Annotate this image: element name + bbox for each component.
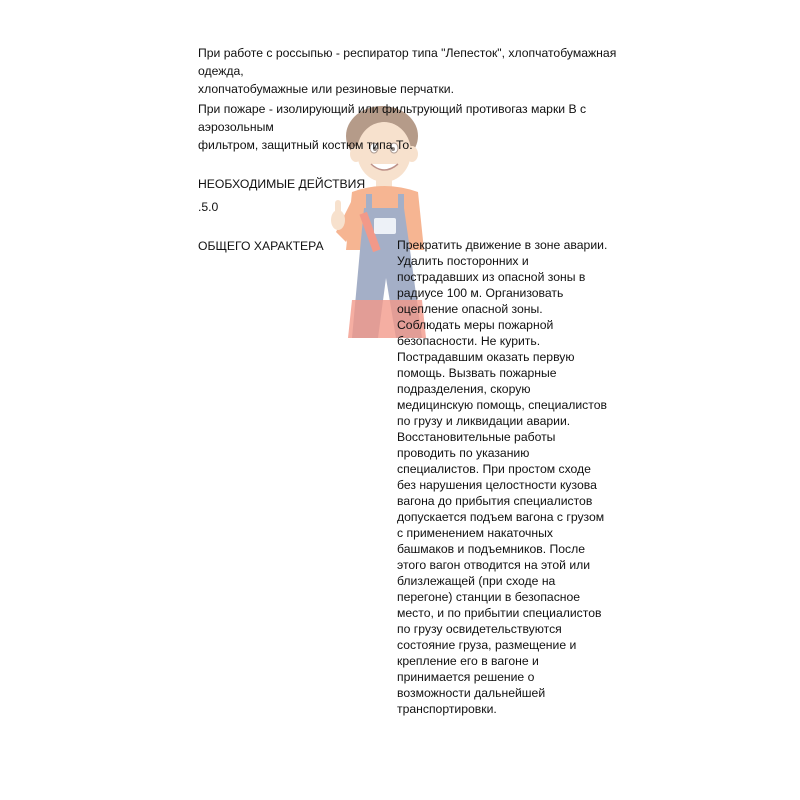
general-actions-line: специалистов. При простом сходе <box>397 462 591 476</box>
fire-protection-paragraph <box>198 100 658 154</box>
general-actions-line: помощь. Вызвать пожарные <box>397 366 557 380</box>
general-actions-line: близлежащей (при сходе на <box>397 574 556 588</box>
general-actions-line: перегоне) станции в безопасное <box>397 590 581 604</box>
dust-line-1: При работе с россыпью - респиратор типа "Лепесток", хлопчатобумажная одежда, <box>198 46 617 78</box>
general-actions-line: медицинскую помощь, специалистов <box>397 398 607 412</box>
general-actions-line: Прекратить движение в зоне аварии. <box>397 238 608 252</box>
section-heading: НЕОБХОДИМЫЕ ДЕЙСТВИЯ <box>198 177 366 191</box>
general-actions-line: башмаков и подъемников. После <box>397 542 585 556</box>
general-actions-line: Пострадавшим оказать первую <box>397 350 575 364</box>
dust-line-2: хлопчатобумажные или резиновые перчатки. <box>198 82 454 96</box>
dust-protection-paragraph <box>198 44 658 98</box>
general-actions-line: проводить по указанию <box>397 446 530 460</box>
general-actions-line: подразделения, скорую <box>397 382 531 396</box>
general-actions-line: этого вагон отводится на этой или <box>397 558 591 572</box>
general-actions-line: без нарушения целостности кузова <box>397 478 597 492</box>
general-actions-line: возможности дальнейшей <box>397 686 546 700</box>
general-actions-line: Соблюдать меры пожарной <box>397 318 554 332</box>
general-actions-line: по грузу и ликвидации аварии. <box>397 414 571 428</box>
general-actions-text <box>397 237 627 717</box>
general-actions-line: принимается решение о <box>397 670 535 684</box>
fire-line-2: фильтром, защитный костюм типа То. <box>198 138 413 152</box>
section-number: .5.0 <box>198 200 219 214</box>
general-actions-line: вагона до прибытия специалистов <box>397 494 593 508</box>
fire-line-1: При пожаре - изолирующий или фильтрующий противогаз марки В с аэрозольным <box>198 102 587 134</box>
general-actions-label: ОБЩЕГО ХАРАКТЕРА <box>198 239 324 253</box>
general-actions-line: место, и по прибытии специалистов <box>397 606 602 620</box>
general-actions-line: оцепление опасной зоны. <box>397 302 543 316</box>
general-actions-line: с применением накаточных <box>397 526 553 540</box>
general-actions-line: состояние груза, размещение и <box>397 638 577 652</box>
general-actions-line: безопасности. Не курить. <box>397 334 541 348</box>
general-actions-line: радиусе 100 м. Организовать <box>397 286 564 300</box>
general-actions-line: транспортировки. <box>397 702 497 716</box>
general-actions-line: Удалить посторонних и <box>397 254 529 268</box>
general-actions-line: крепление его в вагоне и <box>397 654 539 668</box>
general-actions-line: Восстановительные работы <box>397 430 556 444</box>
general-actions-line: пострадавших из опасной зоны в <box>397 270 586 284</box>
general-actions-line: по грузу освидетельствуются <box>397 622 562 636</box>
general-actions-line: допускается подъем вагона с грузом <box>397 510 605 524</box>
